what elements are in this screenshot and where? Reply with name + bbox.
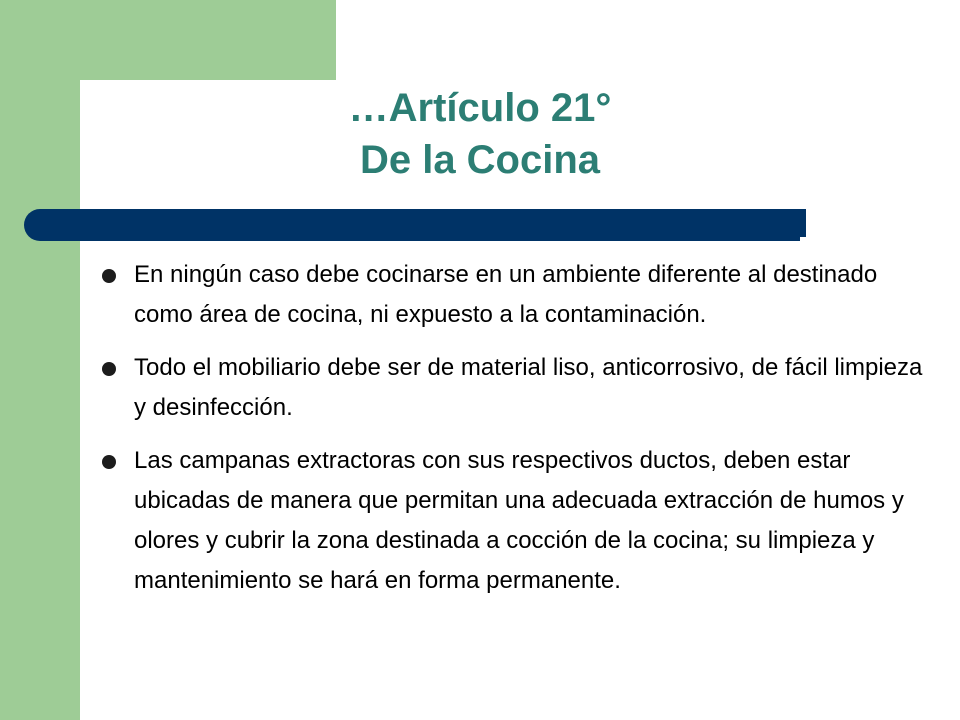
green-top-decoration	[0, 0, 336, 80]
list-item	[100, 441, 930, 601]
title-rule	[64, 209, 800, 241]
slide-title	[180, 82, 780, 186]
green-sidebar-decoration	[0, 0, 80, 720]
title-line-section: De la Cocina	[359, 138, 601, 182]
bullet-list	[100, 255, 930, 614]
list-item	[100, 255, 930, 335]
bullet-text: Las campanas extractoras con sus respectivos ductos, deben estar ubicadas de manera que permitan una adecuada extracción de humos y olores y cubrir la zona destinada a cocción de la cocina; su limpieza y mantenimiento se hará en forma permanente.	[134, 447, 904, 594]
bullet-text: En ningún caso debe cocinarse en un ambiente diferente al destinado como área de cocina, ni expuesto a la contaminación.	[134, 261, 878, 328]
bullet-text: Todo el mobiliario debe ser de material liso, anticorrosivo, de fácil limpieza y desinfección.	[134, 354, 923, 421]
bullet-dot-icon	[102, 269, 116, 283]
title-line-article: …Artículo 21°	[348, 86, 612, 130]
bullet-dot-icon	[102, 455, 116, 469]
list-item	[100, 348, 930, 428]
bullet-dot-icon	[102, 362, 116, 376]
title-rule-tail	[800, 209, 806, 237]
rounded-corner-decoration	[80, 80, 180, 180]
